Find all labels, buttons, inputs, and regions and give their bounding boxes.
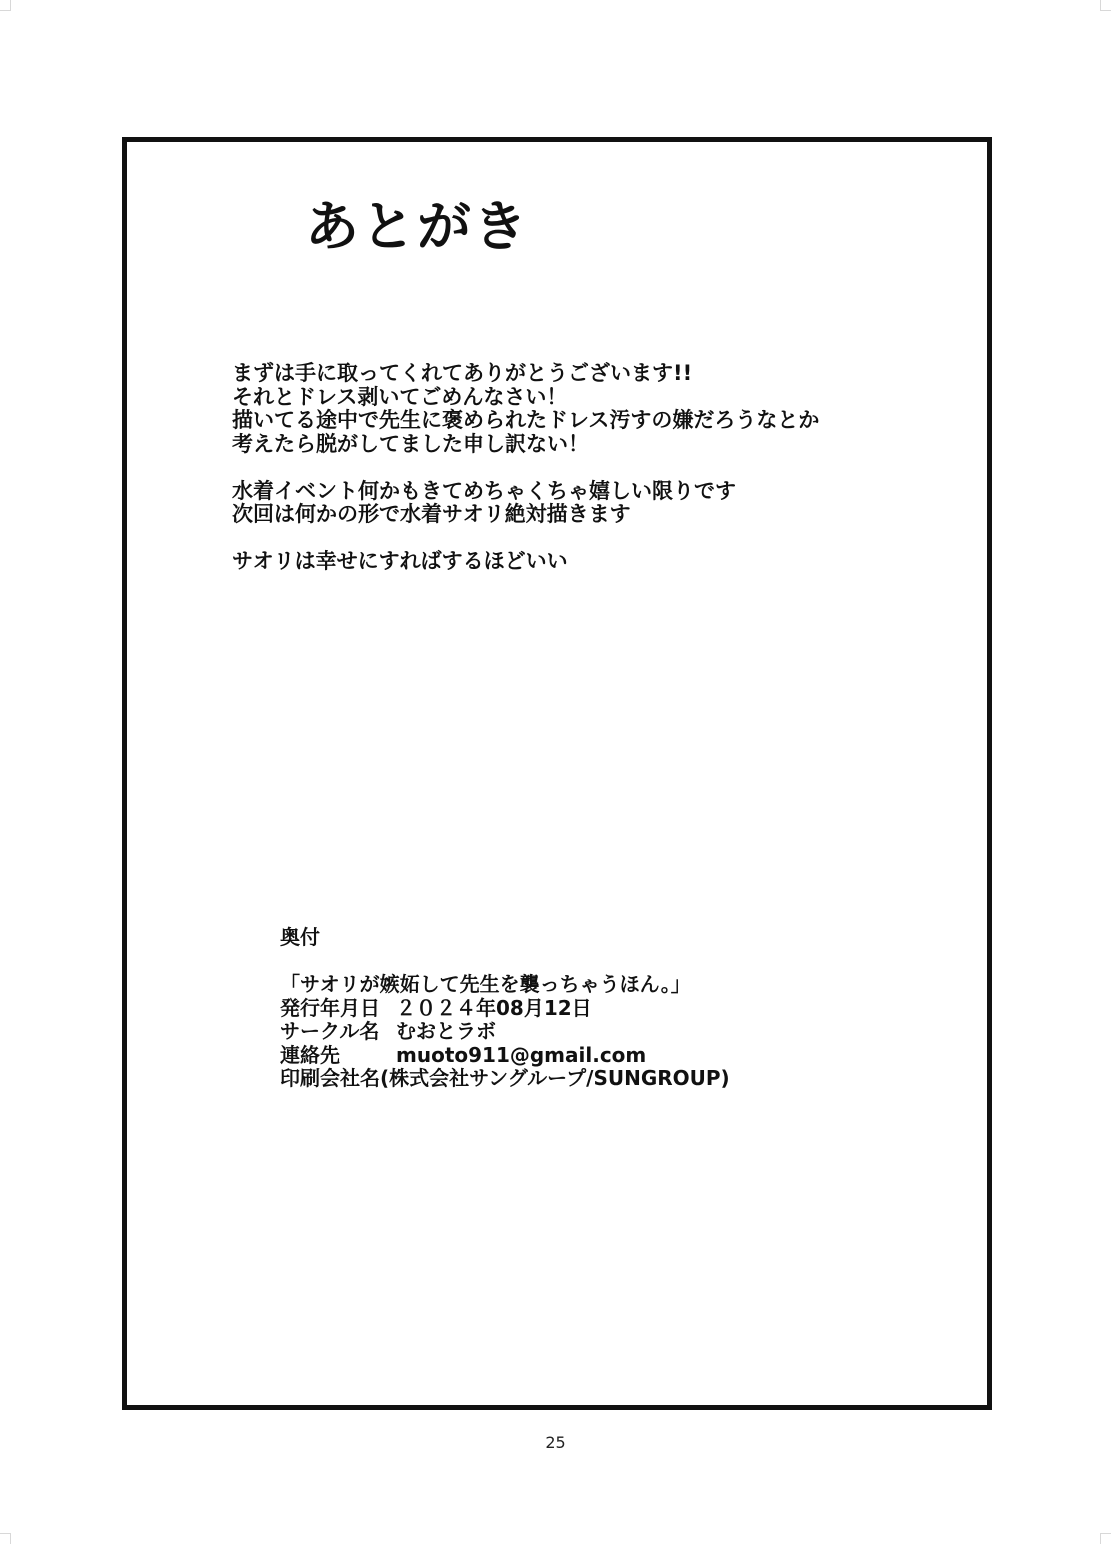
page-border-frame	[122, 137, 992, 1410]
afterword-paragraph	[232, 362, 932, 456]
afterword-line: 水着イベント何かもきてめちゃくちゃ嬉しい限りです	[232, 478, 736, 503]
afterword-heading: あとがき	[305, 195, 529, 258]
publish-date-value: ２０２４年08月12日	[396, 995, 592, 1020]
colophon	[280, 926, 730, 1091]
afterword-line: まずは手に取ってくれてありがとうございます!!	[232, 361, 693, 385]
afterword-line: サオリは幸せにすればするほどいい	[232, 549, 568, 573]
afterword-line: 考えたら脱がしてました申し訳ない！	[232, 431, 589, 456]
crop-mark	[0, 0, 11, 11]
colophon-title: 「サオリが嫉妬して先生を襲っちゃうほん。」	[280, 972, 691, 996]
afterword-body	[232, 362, 932, 597]
afterword-paragraph	[232, 550, 932, 574]
colophon-contact	[280, 1044, 730, 1068]
circle-label: サークル名	[280, 1019, 380, 1043]
afterword-line: それとドレス剥いてごめんなさい！	[232, 384, 568, 409]
afterword-line: 描いてる途中で先生に褒められたドレス汚すの嫌だろうなとか	[232, 408, 820, 432]
circle-value: むおとラボ	[396, 1019, 496, 1043]
contact-label: 連絡先	[280, 1042, 340, 1067]
afterword-paragraph	[232, 480, 932, 527]
colophon-publish-date	[280, 997, 730, 1021]
colophon-heading: 奥付	[280, 925, 320, 949]
crop-mark	[1100, 0, 1111, 11]
colophon-circle	[280, 1020, 730, 1044]
crop-mark	[0, 1533, 11, 1544]
afterword-line: 次回は何かの形で水着サオリ絶対描きます	[232, 502, 631, 526]
contact-email: muoto911@gmail.com	[396, 1042, 647, 1067]
crop-mark	[1100, 1533, 1111, 1544]
page-number: 25	[545, 1433, 566, 1452]
publish-date-label: 発行年月日	[280, 995, 380, 1020]
colophon-printer: 印刷会社名(株式会社サングループ/SUNGROUP)	[280, 1066, 730, 1090]
